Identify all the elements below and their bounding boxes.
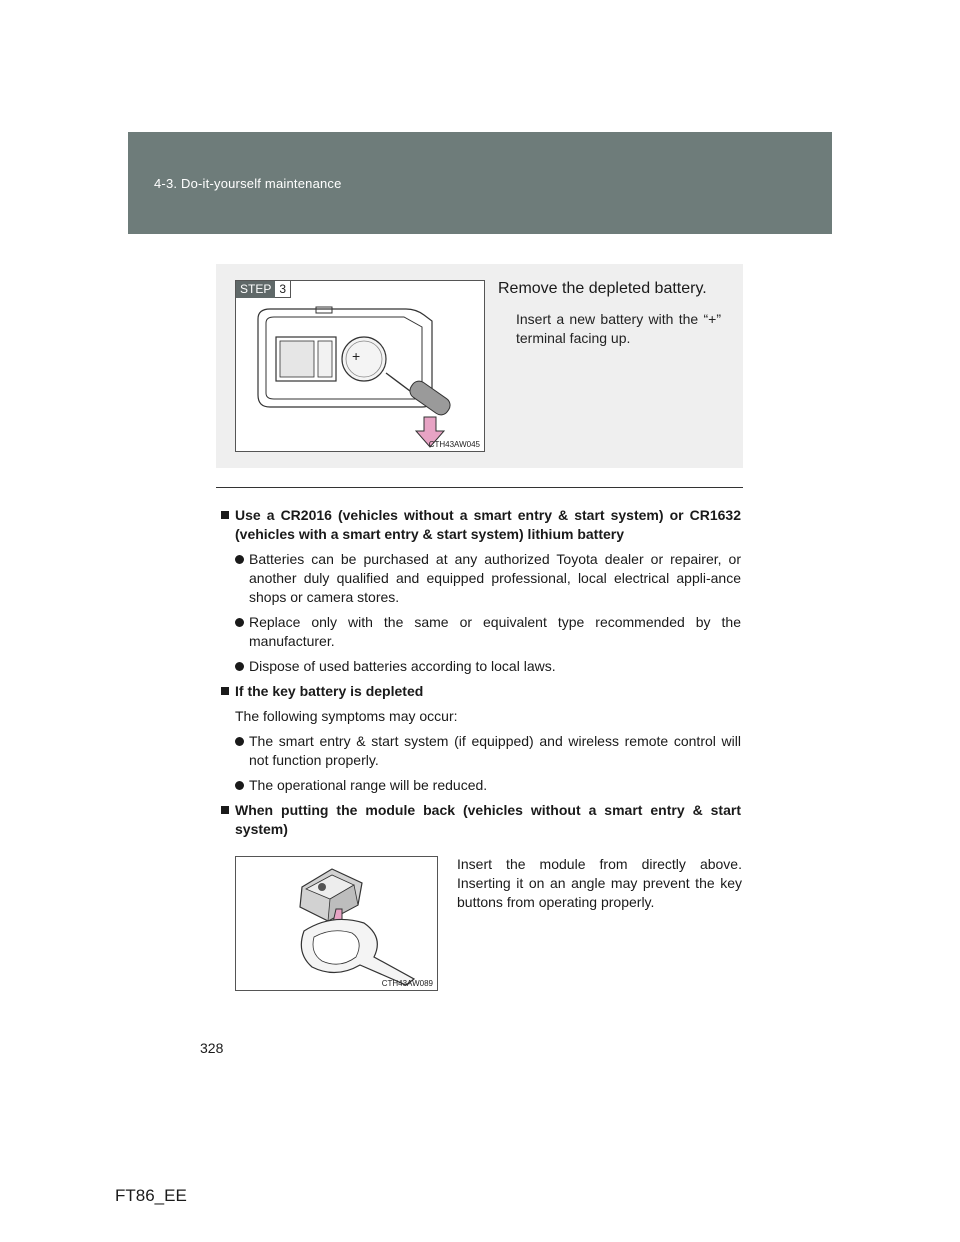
note-heading-text: If the key battery is depleted [235,683,424,699]
step-title: Remove the depleted battery. [498,280,707,297]
note-heading [219,682,741,701]
module-insertion-illustration [235,856,438,991]
note-intro: The following symptoms may occur: [235,708,458,724]
list-item-text: The operational range will be reduced. [249,777,488,793]
key-battery-drawing [236,281,484,451]
figure-code: CTH43AW089 [381,979,433,988]
square-bullet-icon [221,511,229,519]
section-header [128,132,832,234]
note-heading-text: Use a CR2016 (vehicles without a smart entry & start system) or CR1632 (vehicles with a smart entry & start system) lithium battery [235,507,741,542]
circle-bullet-icon [235,662,244,671]
step-number: 3 [275,281,291,298]
key-module-drawing [236,857,437,990]
step-label-text: STEP [236,281,275,298]
note-heading [219,801,741,839]
list-item-text: Replace only with the same or equivalent type recommended by the manufacturer. [249,614,741,649]
notes-content [219,506,741,845]
list-item [219,732,741,770]
document-code: FT86_EE [115,1186,187,1205]
circle-bullet-icon [235,618,244,627]
section-divider [216,487,743,488]
list-item [219,776,741,795]
circle-bullet-icon [235,781,244,790]
figure-code: CTH43AW045 [428,440,480,449]
square-bullet-icon [221,806,229,814]
note-heading-text: When putting the module back (vehicles without a smart entry & start system) [235,802,741,837]
note-heading [219,506,741,544]
step-panel [216,264,743,468]
list-item-text: Batteries can be purchased at any authorized Toyota dealer or repairer, or another duly qualified and equipped professional, local electrical appli-ance shops or camera stores. [249,551,741,605]
battery-plus-symbol: + [352,348,361,364]
list-item [219,550,741,607]
list-item-text: The smart entry & start system (if equipped) and wireless remote control will not function properly. [249,733,741,768]
circle-bullet-icon [235,555,244,564]
page-number: 328 [200,1040,224,1056]
square-bullet-icon [221,687,229,695]
battery-removal-illustration [235,280,485,452]
list-item-text: Dispose of used batteries according to local laws. [249,658,556,674]
circle-bullet-icon [235,737,244,746]
step-description: Insert a new battery with the “+” terminal facing up. [516,311,721,346]
list-item [219,613,741,651]
list-item [219,657,741,676]
module-figure-text: Insert the module from directly above. Inserting it on an angle may prevent the key buttons from operating properly. [457,856,742,910]
section-title: 4-3. Do-it-yourself maintenance [154,176,342,191]
